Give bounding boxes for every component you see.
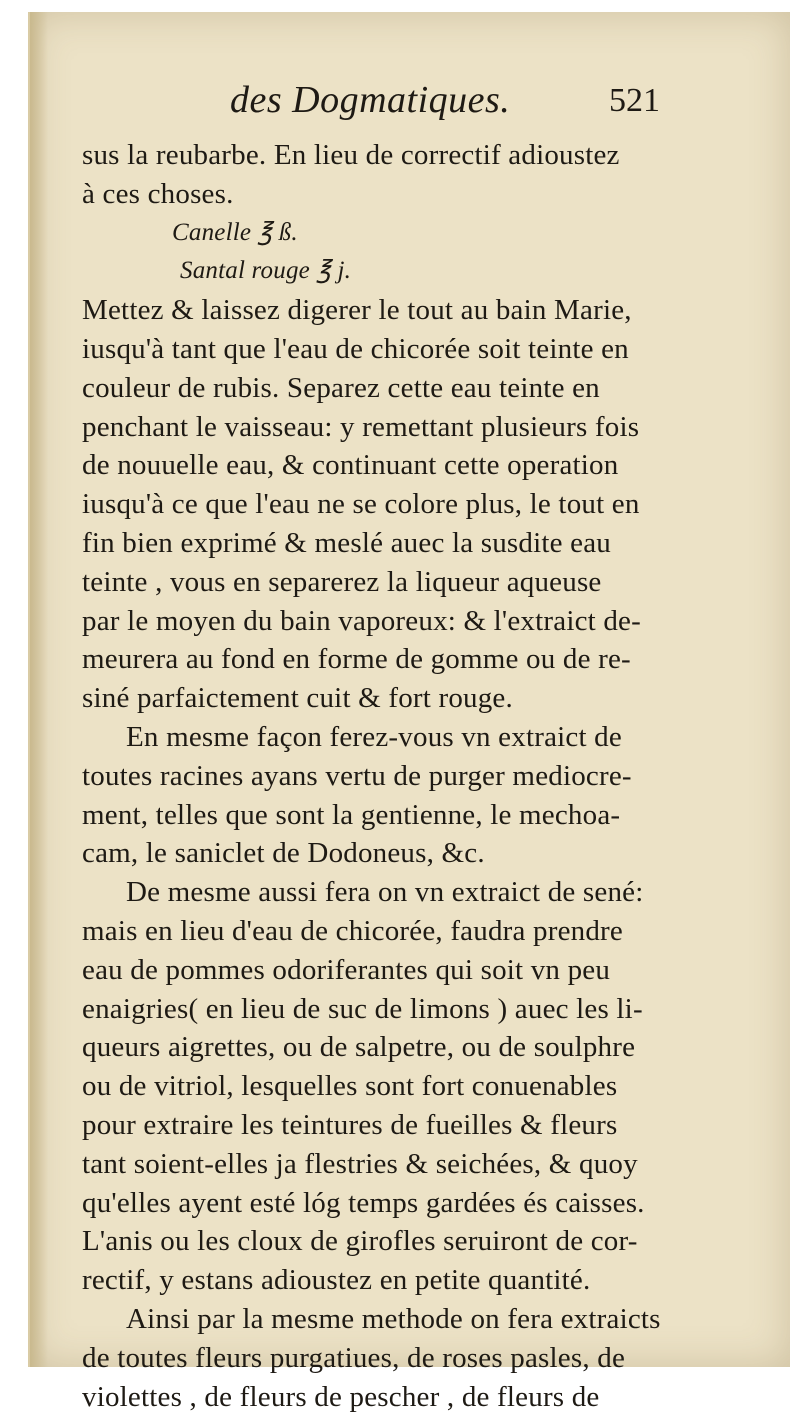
text-line: siné parfaictement cuit & fort rouge. (82, 679, 682, 718)
text-line: sus la reubarbe. En lieu de correctif adioustez (82, 136, 682, 175)
text-line: L'anis ou les cloux de girofles seruiront de cor- (82, 1222, 682, 1261)
text-line: ment, telles que sont la gentienne, le mechoa- (82, 796, 682, 835)
text-line: meurera au fond en forme de gomme ou de re- (82, 640, 682, 679)
text-line: qu'elles ayent esté lóg temps gardées és caisses. (82, 1184, 682, 1223)
running-title: des Dogmatiques. (230, 78, 510, 122)
text-line: couleur de rubis. Separez cette eau teinte en (82, 369, 682, 408)
page-gutter-shadow (30, 12, 48, 1367)
text-line: enaigries( en lieu de suc de limons ) auec les li- (82, 990, 682, 1029)
text-line: queurs aigrettes, ou de salpetre, ou de soulphre (82, 1028, 682, 1067)
page-number: 521 (609, 82, 660, 120)
text-line: de toutes fleurs purgatiues, de roses pasles, de (82, 1339, 682, 1378)
text-line: teinte , vous en separerez la liqueur aqueuse (82, 563, 682, 602)
text-line: iusqu'à ce que l'eau ne se colore plus, le tout en (82, 485, 682, 524)
recipe-ingredient: Santal rouge ℥ j. (82, 252, 682, 291)
text-line: fin bien exprimé & meslé auec la susdite eau (82, 524, 682, 563)
text-line: penchant le vaisseau: y remettant plusieurs fois (82, 408, 682, 447)
text-line: cam, le saniclet de Dodoneus, &c. (82, 834, 682, 873)
book-page (28, 12, 790, 1367)
page-header (190, 70, 660, 130)
paragraph-start: Ainsi par la mesme methode on fera extraicts (82, 1300, 682, 1339)
text-line: à ces choses. (82, 175, 682, 214)
text-line: rectif, y estans adioustez en petite quantité. (82, 1261, 682, 1300)
text-line: iusqu'à tant que l'eau de chicorée soit teinte en (82, 330, 682, 369)
text-line: Mettez & laissez digerer le tout au bain Marie, (82, 291, 682, 330)
text-line: pour extraire les teintures de fueilles & fleurs (82, 1106, 682, 1145)
text-line: par le moyen du bain vaporeux: & l'extraict de- (82, 602, 682, 641)
text-line: violettes , de fleurs de pescher , de fleurs de (82, 1378, 682, 1416)
paragraph-start: En mesme façon ferez-vous vn extraict de (82, 718, 682, 757)
recipe-ingredient: Canelle ℥ ß. (82, 214, 682, 253)
text-line: eau de pommes odoriferantes qui soit vn peu (82, 951, 682, 990)
text-line: de nouuelle eau, & continuant cette operation (82, 446, 682, 485)
text-line: tant soient-elles ja flestries & seichées, & quoy (82, 1145, 682, 1184)
text-line: toutes racines ayans vertu de purger mediocre- (82, 757, 682, 796)
paragraph-start: De mesme aussi fera on vn extraict de sené: (82, 873, 682, 912)
body-text (82, 136, 682, 1416)
text-line: mais en lieu d'eau de chicorée, faudra prendre (82, 912, 682, 951)
text-line: ou de vitriol, lesquelles sont fort conuenables (82, 1067, 682, 1106)
